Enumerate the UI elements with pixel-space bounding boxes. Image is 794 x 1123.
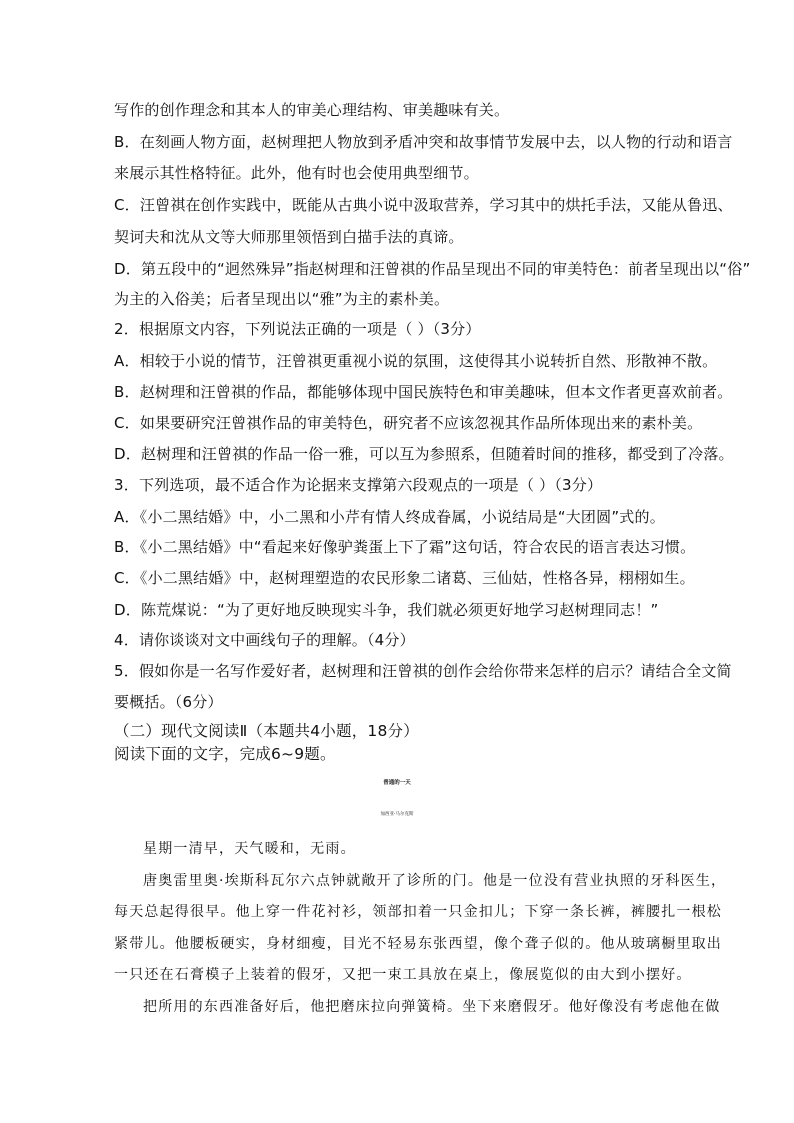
q2-stem: 2．根据原文内容，下列说法正确的一项是（ ）（3分）	[114, 320, 481, 338]
story-paragraph-2-line3: 紧带儿。他腰板硬实，身材细瘦，目光不轻易东张西望，像个聋子似的。他从玻璃橱里取出	[114, 936, 722, 952]
story-paragraph-2-line1: 唐奥雷里奥·埃斯科瓦尔六点钟就敞开了诊所的门。他是一位没有营业执照的牙科医生，	[143, 873, 727, 889]
q3-stem: 3．下列选项，最不适合作为论据来支撑第六段观点的一项是（ ）（3分）	[114, 476, 603, 494]
q1-option-b-line2: 来展示其性格特征。此外，他有时也会使用典型细节。	[114, 164, 479, 182]
section-instruction: 阅读下面的文字，完成6~9题。	[114, 745, 336, 763]
option-a-continuation: 写作的创作理念和其本人的审美心理结构、审美趣味有关。	[114, 101, 510, 119]
story-author: 加西亚·马尔克斯	[380, 812, 414, 817]
q2-option-c: C．如果要研究汪曾祺作品的审美特色，研究者不应该忽视其作品所体现出来的素朴美。	[114, 414, 703, 432]
q1-option-b-line1: B．在刻画人物方面，赵树理把人物放到矛盾冲突和故事情节发展中去，以人物的行动和语言	[114, 133, 733, 151]
q1-option-c-line1: C．汪曾祺在创作实践中，既能从古典小说中汲取营养，学习其中的烘托手法，又能从鲁迅、	[114, 196, 733, 214]
q5-stem-line1: 5．假如你是一名写作爱好者，赵树理和汪曾祺的创作会给你带来怎样的启示？请结合全文简	[114, 662, 732, 680]
q4-stem: 4．请你谈谈对文中画线句子的理解。（4分）	[114, 631, 415, 649]
story-paragraph-3-line1: 把所用的东西准备好后，他把磨床拉向弹簧椅。坐下来磨假牙。他好像没有考虑他在做	[143, 999, 721, 1015]
story-title: 普通的一天	[383, 780, 411, 786]
q1-option-d-line1: D．第五段中的“迥然殊异”指赵树理和汪曾祺的作品呈现出不同的审美特色：前者呈现出以“俗”	[114, 260, 751, 278]
story-paragraph-2-line2: 每天总起得很早。他上穿一件花衬衫，领部扣着一只金扣儿；下穿一条长裤，裤腰扎一根松	[114, 904, 722, 920]
q3-option-b: B．《小二黑结婚》中“看起来好像驴粪蛋上下了霜”这句话，符合农民的语言表达习惯。	[114, 538, 696, 556]
q3-option-d: D．陈荒煤说：“为了更好地反映现实斗争，我们就必须更好地学习赵树理同志！”	[114, 601, 659, 619]
q2-option-d: D．赵树理和汪曾祺的作品一俗一雅，可以互为参照系，但随着时间的推移，都受到了冷落。	[114, 445, 734, 463]
section-heading: （二）现代文阅读Ⅱ（本题共4小题，18分）	[114, 722, 419, 740]
story-paragraph-1: 星期一清早，天气暖和，无雨。	[143, 841, 356, 857]
q2-option-a: A．相较于小说的情节，汪曾祺更重视小说的氛围，这使得其小说转折自然、形散神不散。	[114, 352, 718, 370]
q3-option-c: C．《小二黑结婚》中，赵树理塑造的农民形象二诸葛、三仙姑，性格各异，栩栩如生。	[114, 569, 695, 587]
q2-option-b: B．赵树理和汪曾祺的作品，都能够体现中国民族特色和审美趣味，但本文作者更喜欢前者。	[114, 383, 733, 401]
q3-option-a: A．《小二黑结婚》中，小二黑和小芹有情人终成眷属，小说结局是“大团圆”式的。	[114, 508, 665, 526]
q1-option-d-line2: 为主的入俗美；后者呈现出以“雅”为主的素朴美。	[114, 290, 450, 308]
q5-stem-line2: 要概括。（6分）	[114, 693, 223, 711]
story-paragraph-2-line4: 一只还在石膏模子上装着的假牙，又把一束工具放在桌上，像展览似的由大到小摆好。	[114, 967, 692, 983]
q1-option-c-line2: 契诃夫和沈从文等大师那里领悟到白描手法的真谛。	[114, 228, 464, 246]
